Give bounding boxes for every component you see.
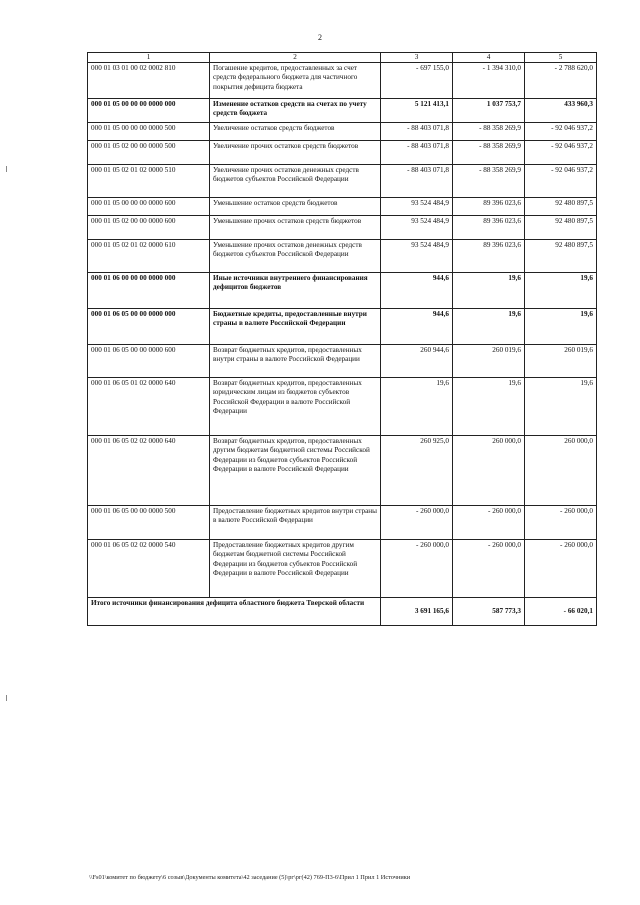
budget-code-cell: 000 01 05 02 00 00 0000 600 [88, 216, 210, 240]
value-col5-cell: 19,6 [525, 378, 597, 436]
value-col4-cell: 89 396 023,6 [453, 216, 525, 240]
table-row [88, 165, 597, 198]
budget-code-cell: 000 01 06 05 02 02 0000 640 [88, 436, 210, 506]
value-col5-cell: - 92 046 937,2 [525, 123, 597, 141]
file-path-footer: \\Fs01\комитет по бюджету\6 созыв\Документы комитета\42 заседание (5)\рг\рг(42) 769-П3-6\Прил 1 Прил 1 Источники [89, 874, 411, 881]
table-header-row [88, 53, 597, 63]
table-row [88, 540, 597, 598]
item-name-cell: Возврат бюджетных кредитов, предоставленных другим бюджетам бюджетной системы Российской Федерации из бюджетов субъектов Российской Федерации в валюте Российской Федерации [210, 436, 381, 506]
table-row [88, 99, 597, 123]
value-col3-cell: 944,6 [381, 309, 453, 345]
value-col3-cell: - 88 403 071,8 [381, 141, 453, 165]
budget-code-cell: 000 01 05 02 01 02 0000 510 [88, 165, 210, 198]
budget-code-cell: 000 01 05 02 00 00 0000 500 [88, 141, 210, 165]
value-col5-cell: 92 480 897,5 [525, 198, 597, 216]
table-row [88, 506, 597, 540]
value-col3-cell: - 697 155,0 [381, 63, 453, 99]
column-header: 4 [453, 53, 525, 63]
item-name-cell: Возврат бюджетных кредитов, предоставленных внутри страны в валюте Российской Федерации [210, 345, 381, 378]
budget-code-cell: 000 01 05 00 00 00 0000 600 [88, 198, 210, 216]
value-col4-cell: 260 019,6 [453, 345, 525, 378]
column-header: 5 [525, 53, 597, 63]
item-name-cell: Увеличение остатков средств бюджетов [210, 123, 381, 141]
item-name-cell: Иные источники внутреннего финансирования дефицитов бюджетов [210, 273, 381, 309]
item-name-cell: Изменение остатков средств на счетах по учету средств бюджета [210, 99, 381, 123]
total-value-cell: 587 773,3 [453, 598, 525, 626]
item-name-cell: Увеличение прочих остатков денежных средств бюджетов субъектов Российской Федерации [210, 165, 381, 198]
value-col4-cell: 260 000,0 [453, 436, 525, 506]
table-row [88, 216, 597, 240]
total-value-cell: - 66 020,1 [525, 598, 597, 626]
value-col4-cell: - 88 358 269,9 [453, 165, 525, 198]
budget-code-cell: 000 01 06 05 00 00 0000 500 [88, 506, 210, 540]
table-row [88, 273, 597, 309]
value-col4-cell: - 88 358 269,9 [453, 123, 525, 141]
value-col5-cell: - 92 046 937,2 [525, 141, 597, 165]
item-name-cell: Предоставление бюджетных кредитов другим бюджетам бюджетной системы Российской Федерации из бюджетов субъектов Российской Федерации в валюте Российской Федерации [210, 540, 381, 598]
table-row [88, 309, 597, 345]
value-col5-cell: - 2 788 620,0 [525, 63, 597, 99]
value-col3-cell: 19,6 [381, 378, 453, 436]
budget-code-cell: 000 01 06 05 00 00 0000 000 [88, 309, 210, 345]
table-row [88, 123, 597, 141]
value-col4-cell: 19,6 [453, 273, 525, 309]
value-col3-cell: 260 925,0 [381, 436, 453, 506]
item-name-cell: Увеличение прочих остатков средств бюджетов [210, 141, 381, 165]
budget-code-cell: 000 01 05 02 01 02 0000 610 [88, 240, 210, 273]
table-row [88, 378, 597, 436]
page-number: 2 [318, 33, 322, 42]
total-value-cell: 3 691 165,6 [381, 598, 453, 626]
value-col3-cell: 260 944,6 [381, 345, 453, 378]
value-col4-cell: 89 396 023,6 [453, 240, 525, 273]
margin-mark [6, 695, 7, 701]
item-name-cell: Предоставление бюджетных кредитов внутри страны в валюте Российской Федерации [210, 506, 381, 540]
total-row [88, 598, 597, 626]
table-row [88, 240, 597, 273]
table-row [88, 63, 597, 99]
value-col5-cell: 92 480 897,5 [525, 216, 597, 240]
value-col5-cell: 260 000,0 [525, 436, 597, 506]
table-row [88, 198, 597, 216]
value-col5-cell: 19,6 [525, 273, 597, 309]
value-col3-cell: 944,6 [381, 273, 453, 309]
budget-code-cell: 000 01 03 01 00 02 0002 810 [88, 63, 210, 99]
value-col3-cell: 93 524 484,9 [381, 240, 453, 273]
budget-code-cell: 000 01 06 05 01 02 0000 640 [88, 378, 210, 436]
value-col5-cell: 19,6 [525, 309, 597, 345]
column-header: 2 [210, 53, 381, 63]
budget-code-cell: 000 01 06 05 02 02 0000 540 [88, 540, 210, 598]
value-col5-cell: - 260 000,0 [525, 540, 597, 598]
value-col4-cell: 1 037 753,7 [453, 99, 525, 123]
value-col3-cell: - 260 000,0 [381, 540, 453, 598]
item-name-cell: Бюджетные кредиты, предоставленные внутри страны в валюте Российской Федерации [210, 309, 381, 345]
budget-code-cell: 000 01 06 00 00 00 0000 000 [88, 273, 210, 309]
column-header: 1 [88, 53, 210, 63]
budget-sources-table [87, 52, 597, 626]
item-name-cell: Уменьшение прочих остатков средств бюджетов [210, 216, 381, 240]
value-col3-cell: 5 121 413,1 [381, 99, 453, 123]
column-header: 3 [381, 53, 453, 63]
total-label-cell: Итого источники финансирования дефицита областного бюджета Тверской области [88, 598, 381, 626]
budget-code-cell: 000 01 05 00 00 00 0000 500 [88, 123, 210, 141]
item-name-cell: Возврат бюджетных кредитов, предоставленных юридическим лицам из бюджетов субъектов Российской Федерации в валюте Российской Федерации [210, 378, 381, 436]
value-col3-cell: - 260 000,0 [381, 506, 453, 540]
value-col4-cell: 19,6 [453, 309, 525, 345]
budget-code-cell: 000 01 06 05 00 00 0000 600 [88, 345, 210, 378]
value-col5-cell: 433 960,3 [525, 99, 597, 123]
table-row [88, 345, 597, 378]
table-row [88, 141, 597, 165]
value-col4-cell: 89 396 023,6 [453, 198, 525, 216]
value-col4-cell: 19,6 [453, 378, 525, 436]
item-name-cell: Погашение кредитов, предоставленных за счет средств федерального бюджета для частичного покрытия дефицита бюджета [210, 63, 381, 99]
value-col5-cell: 92 480 897,5 [525, 240, 597, 273]
value-col4-cell: - 1 394 310,0 [453, 63, 525, 99]
value-col5-cell: - 92 046 937,2 [525, 165, 597, 198]
value-col3-cell: - 88 403 071,8 [381, 165, 453, 198]
value-col5-cell: - 260 000,0 [525, 506, 597, 540]
value-col3-cell: 93 524 484,9 [381, 198, 453, 216]
item-name-cell: Уменьшение остатков средств бюджетов [210, 198, 381, 216]
item-name-cell: Уменьшение прочих остатков денежных средств бюджетов субъектов Российской Федерации [210, 240, 381, 273]
table-row [88, 436, 597, 506]
value-col3-cell: - 88 403 071,8 [381, 123, 453, 141]
value-col4-cell: - 260 000,0 [453, 540, 525, 598]
value-col4-cell: - 260 000,0 [453, 506, 525, 540]
margin-mark [6, 166, 7, 172]
value-col4-cell: - 88 358 269,9 [453, 141, 525, 165]
value-col5-cell: 260 019,6 [525, 345, 597, 378]
value-col3-cell: 93 524 484,9 [381, 216, 453, 240]
budget-code-cell: 000 01 05 00 00 00 0000 000 [88, 99, 210, 123]
